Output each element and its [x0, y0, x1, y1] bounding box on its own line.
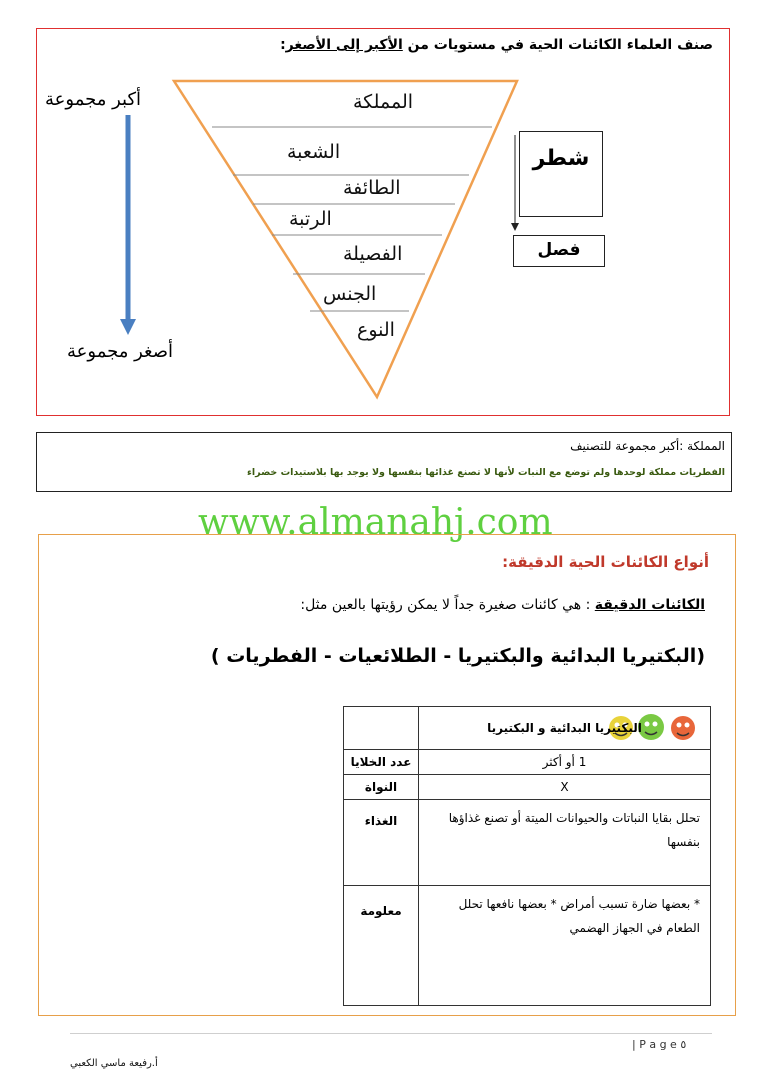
row-value: 1 أو أكثر: [419, 750, 711, 775]
table-corner-cell: [344, 707, 419, 750]
page-number: | P a g e ٥: [632, 1038, 687, 1051]
phylum-synonym-box: شطر: [519, 131, 603, 217]
table-row: [344, 750, 711, 775]
row-label: النواة: [344, 775, 419, 800]
smallest-group-label: أصغر مجموعة: [67, 341, 173, 362]
table-row: [344, 800, 711, 886]
level-class: الطائفة: [343, 177, 401, 199]
family-synonym-box: فصل: [513, 235, 605, 267]
level-species: النوع: [357, 319, 395, 341]
level-order: الرتبة: [289, 208, 332, 230]
bacteria-table: [343, 706, 711, 1006]
row-value: * بعضها ضارة تسبب أمراض * بعضها نافعها تحلل الطعام في الجهاز الهضمي: [419, 886, 711, 1006]
down-arrow-head-icon: [120, 319, 136, 335]
level-phylum: الشعبة: [287, 141, 341, 163]
level-kingdom: المملكة: [353, 91, 414, 113]
author-name: أ.رفيعة ماسي الكعبي: [70, 1058, 158, 1069]
table-header: البكتيريا البدائية و البكتيريا: [419, 707, 711, 750]
table-row: [344, 775, 711, 800]
table-row: [344, 886, 711, 1006]
kingdom-note-line1: المملكة :أكبر مجموعة للتصنيف: [570, 439, 725, 453]
kingdom-note-line2: الفطريات مملكة لوحدها ولم توضع مع النبات لأنها لا تصنع غذائها بنفسها ولا يوجد بها بلاستيدات خضراء: [247, 467, 725, 478]
classification-heading: صنف العلماء الكائنات الحية في مستويات من الأكبر إلى الأصغر:: [280, 37, 713, 53]
level-family: الفصيلة: [343, 243, 403, 265]
thin-arrow-head-icon: [511, 223, 519, 231]
micro-definition: الكائنات الدقيقة : هي كائنات صغيرة جداً لا يمكن رؤيتها بالعين مثل:: [300, 597, 705, 613]
table-header-row: [344, 707, 711, 750]
row-value: X: [419, 775, 711, 800]
classification-box: [36, 28, 730, 416]
kingdom-note-box: [36, 432, 732, 492]
watermark: www.almanahj.com: [198, 502, 553, 543]
footer-divider: [70, 1033, 712, 1034]
largest-group-label: أكبر مجموعة: [45, 89, 142, 110]
pyramid-triangle: [174, 81, 517, 397]
row-label: عدد الخلايا: [344, 750, 419, 775]
row-value: تحلل بقايا النباتات والحيوانات الميتة أو تصنع غذاؤها بنفسها: [419, 800, 711, 886]
row-label: معلومة: [344, 886, 419, 1006]
micro-title: أنواع الكائنات الحية الدقيقة:: [502, 553, 709, 571]
micro-examples: (البكتيريا البدائية والبكتيريا - الطلائعيات - الفطريات ): [210, 645, 705, 667]
row-label: الغذاء: [344, 800, 419, 886]
level-genus: الجنس: [323, 283, 377, 305]
